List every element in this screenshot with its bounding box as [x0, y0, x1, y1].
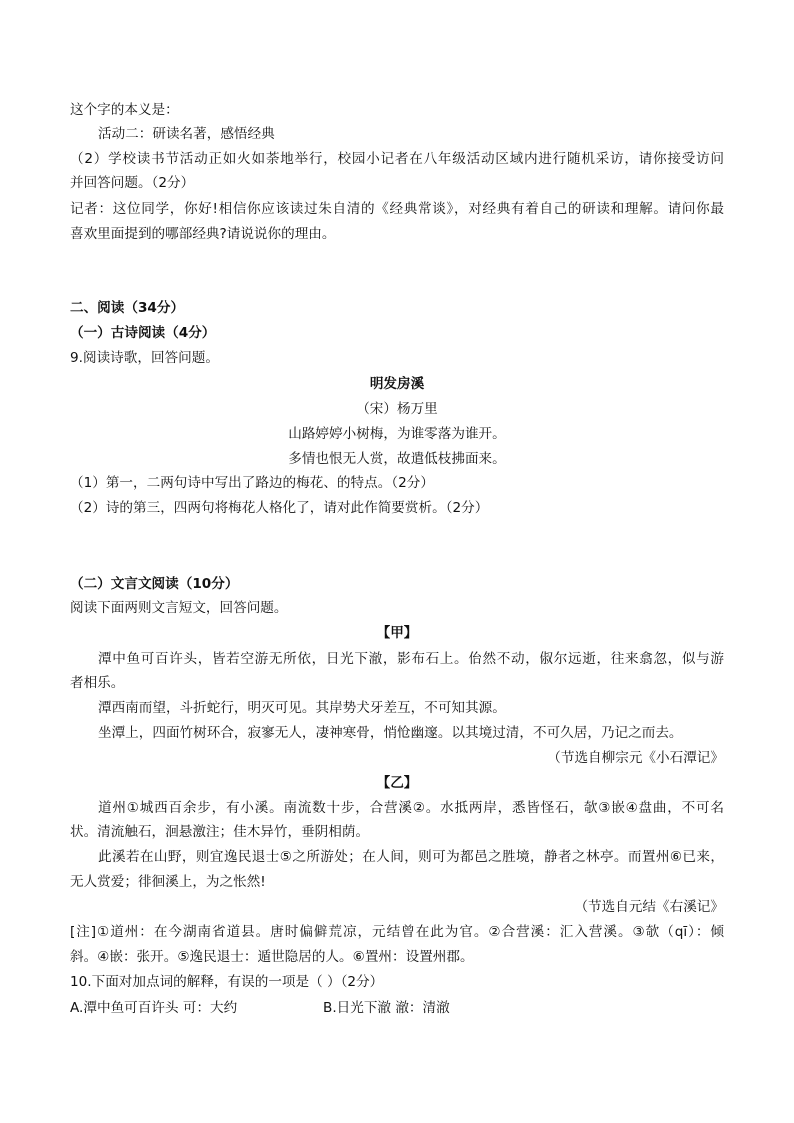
poem-line: 山路婷婷小树梅，为谁零落为谁开。 — [288, 426, 506, 442]
question-9-1: （1）第一，二两句诗中写出了路边的梅花、的特点。（2分） — [70, 475, 434, 491]
poem-line: 多情也恨无人赏，故遣低枝拂面来。 — [288, 451, 506, 467]
section-heading: 二、阅读（34分） — [70, 300, 185, 316]
notes: [注]①道州：在今湖南省道县。唐时偏僻荒凉，元结曾在此为官。②合营溪：汇入营溪。③欹（qī）：倾 — [70, 924, 724, 940]
text-line: 这个字的本义是： — [70, 102, 179, 118]
question-9: 9.阅读诗歌，回答问题。 — [70, 350, 219, 366]
poem-author: （宋）杨万里 — [356, 401, 438, 417]
option-a: A.潭中鱼可百许头 可：大约 — [70, 1000, 238, 1016]
option-b: B.日光下澈 澈：清澈 — [323, 1000, 450, 1016]
poem-title: 明发房溪 — [369, 376, 425, 392]
passage-jia-text: 潭西南而望，斗折蛇行，明灭可见。其岸势犬牙差互，不可知其源。 — [98, 700, 506, 716]
passage-jia-source: （节选自柳宗元《小石潭记》 — [547, 750, 724, 766]
reporter-text-cont: 喜欢里面提到的哪部经典?请说说你的理由。 — [70, 226, 336, 242]
question-10: 10.下面对加点词的解释，有误的一项是（ ）（2分） — [70, 974, 384, 990]
passage-yi-text: 无人赏爱；徘徊溪上，为之怅然! — [70, 874, 266, 890]
passage-yi-source: （节选自元结《右溪记》 — [574, 899, 724, 915]
question-2-text-cont: 并回答问题。（2分） — [70, 175, 195, 191]
instruction: 阅读下面两则文言短文，回答问题。 — [70, 600, 288, 616]
passage-jia-text: 坐潭上，四面竹树环合，寂寥无人，凄神寒骨，悄怆幽邃。以其境过清，不可久居，乃记之而去。 — [98, 725, 683, 741]
passage-jia-text: 潭中鱼可百许头，皆若空游无所依，日光下澈，影布石上。佁然不动，俶尔远逝，往来翕忽，似与游 — [98, 651, 724, 667]
activity-heading: 活动二：研读名著，感悟经典 — [98, 126, 275, 142]
passage-yi-text: 道州①城西百余步，有小溪。南流数十步，合营溪②。水抵两岸，悉皆怪石，欹③嵌④盘曲，不可名 — [98, 800, 724, 816]
passage-yi-text: 此溪若在山野，则宜逸民退士⑤之所游处；在人间，则可为都邑之胜境，静者之林亭。而置州⑥已来， — [98, 849, 724, 865]
passage-jia-text: 者相乐。 — [70, 675, 125, 691]
reporter-text: 记者：这位同学，你好!相信你应该读过朱自清的《经典常谈》，对经典有着自己的研读和理解。请问你最 — [70, 201, 724, 217]
subsection-heading-classical: （二）文言文阅读（10分） — [70, 576, 239, 592]
question-9-2: （2）诗的第三，四两句将梅花人格化了，请对此作简要赏析。（2分） — [70, 500, 489, 516]
question-2-text: （2）学校读书节活动正如火如荼地举行，校园小记者在八年级活动区域内进行随机采访，请你接受访问 — [70, 151, 724, 167]
passage-yi-text: 状。清流触石，洄悬激注；佳木异竹，垂阴相荫。 — [70, 824, 370, 840]
passage-yi-label: 【乙】 — [376, 775, 418, 791]
notes-cont: 斜。④嵌：张开。⑤逸民退士：遁世隐居的人。⑥置州：设置州郡。 — [70, 949, 474, 965]
passage-jia-label: 【甲】 — [376, 625, 418, 641]
subsection-heading-poetry: （一）古诗阅读（4分） — [70, 325, 216, 341]
